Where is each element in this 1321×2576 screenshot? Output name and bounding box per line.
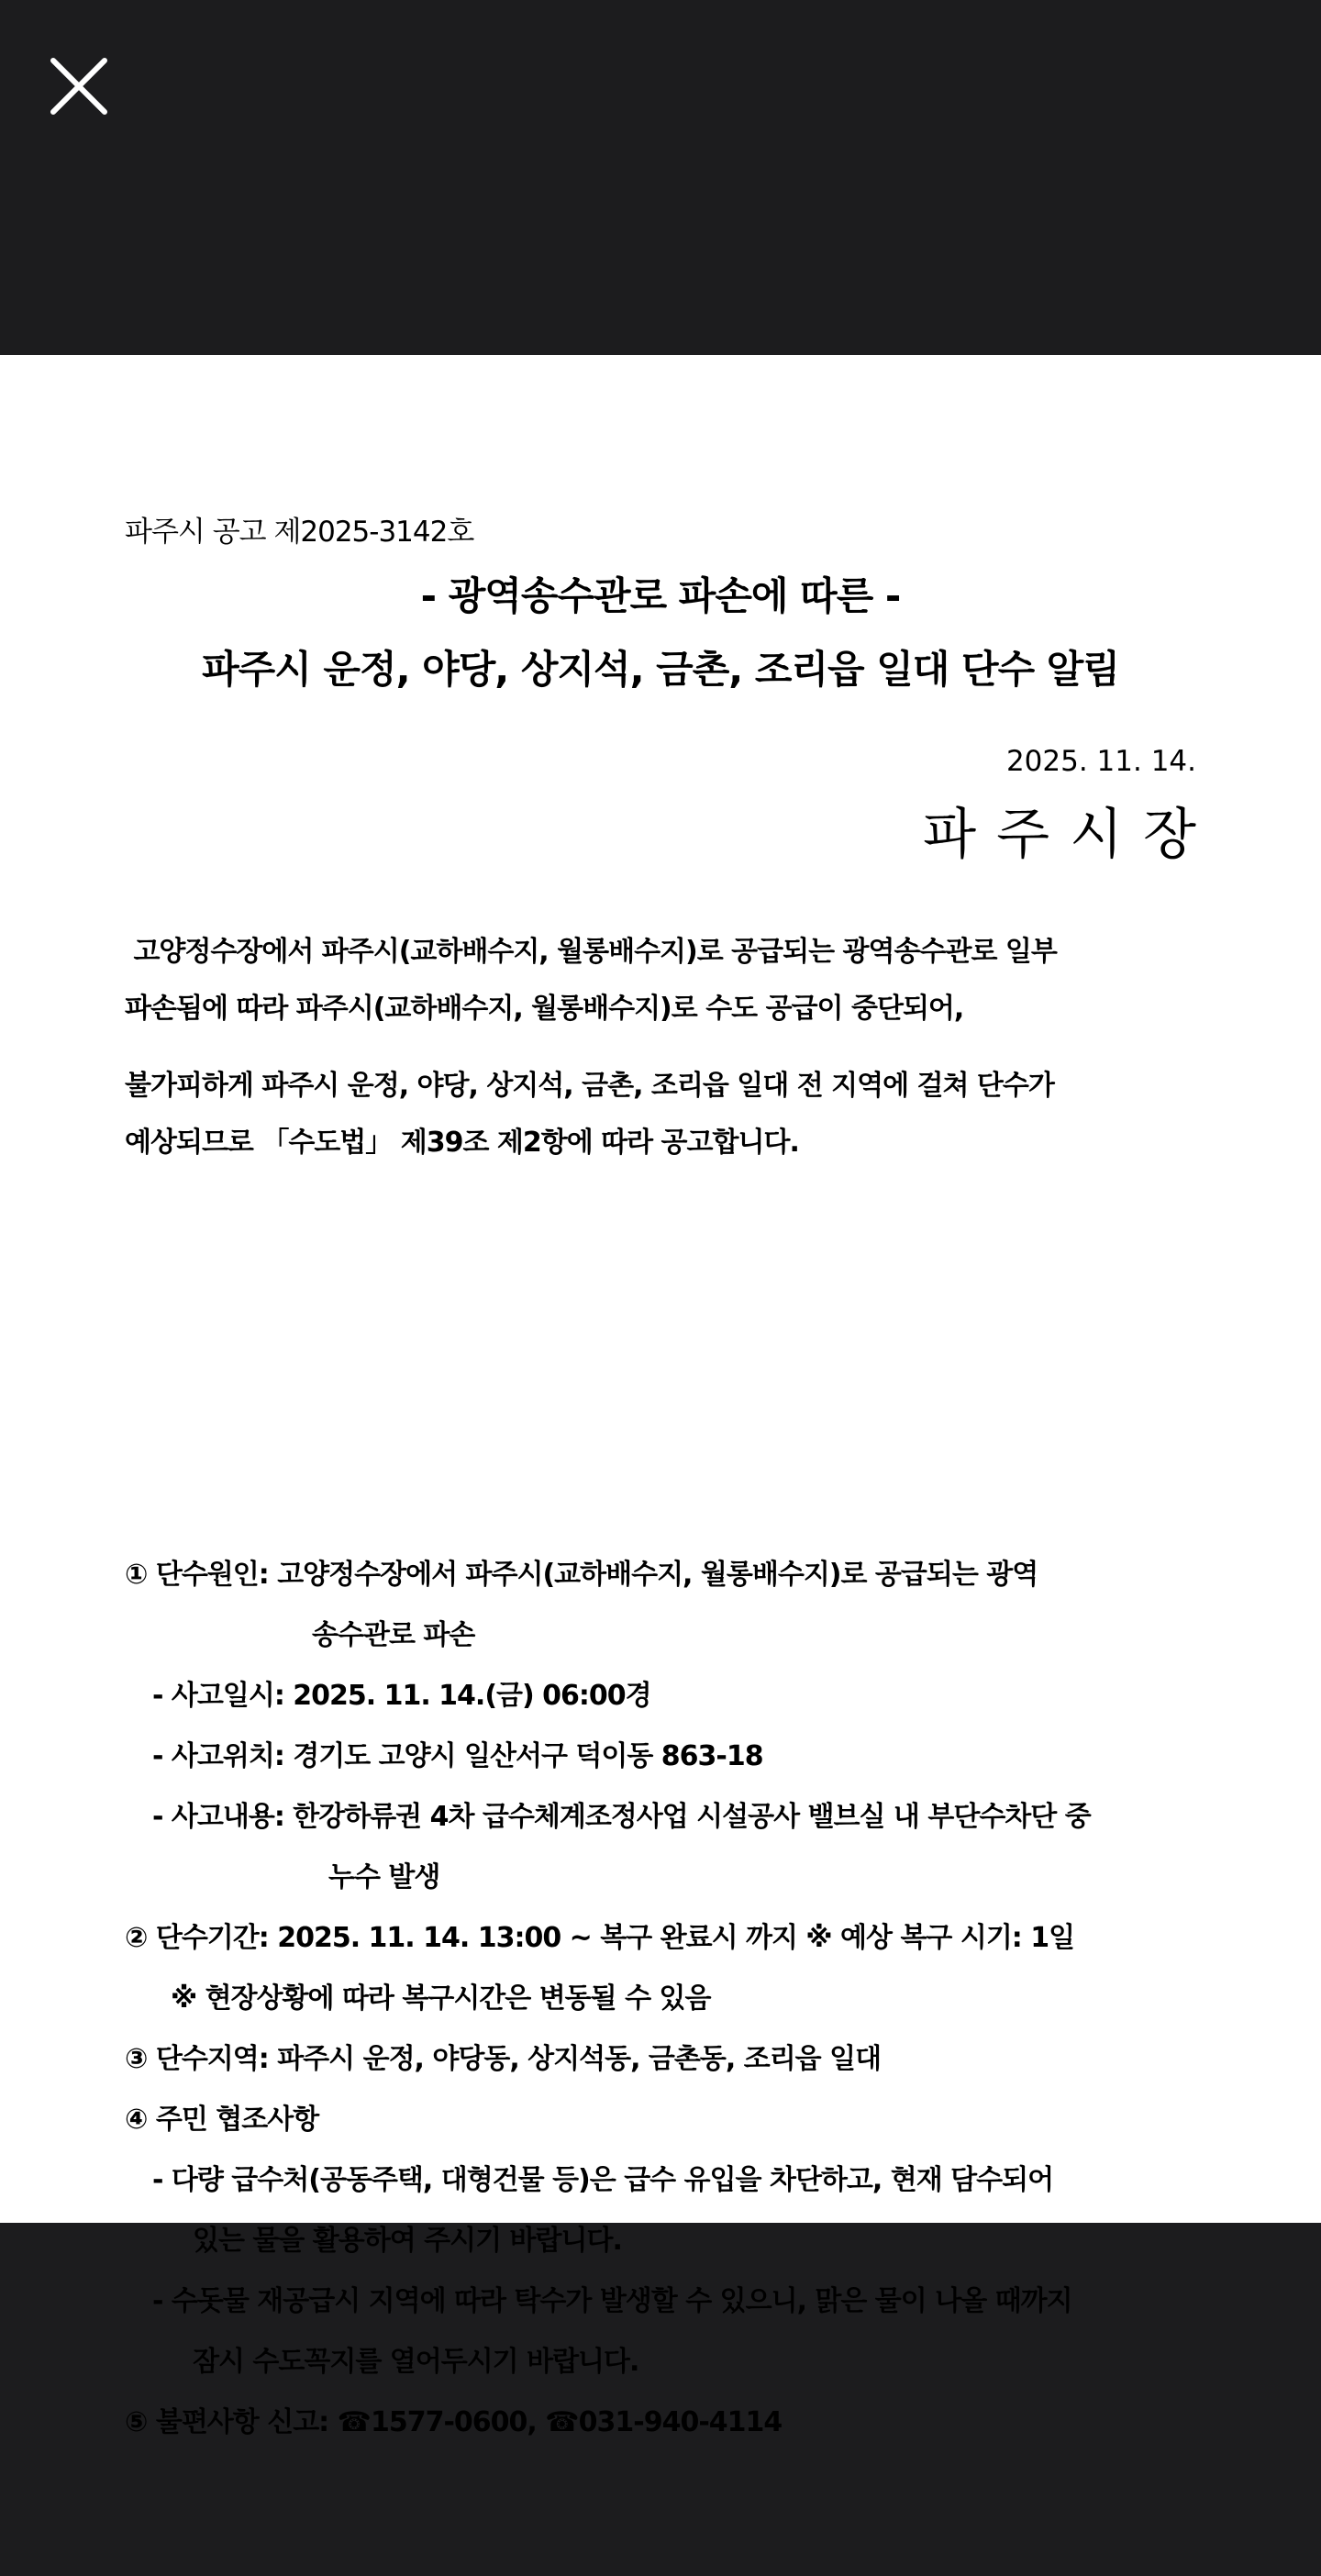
intro-paragraph-1 [125, 924, 1196, 1038]
item-cooperation-sub2-line1: - 수돗물 재공급시 지역에 따라 탁수가 발생할 수 있으니, 맑은 물이 나올 때까지 [152, 2285, 1072, 2317]
item-accident-location: - 사고위치: 경기도 고양시 일산서구 덕이동 863-18 [152, 1740, 763, 1772]
item-cooperation-sub2-line2: 잠시 수도꼭지를 열어두시기 바랍니다. [193, 2346, 639, 2378]
intro-paragraph-2 [125, 1058, 1196, 1171]
notice-number: 파주시 공고 제2025-3142호 [125, 516, 474, 549]
item-accident-time: - 사고일시: 2025. 11. 14.(금) 06:00경 [152, 1680, 651, 1712]
notice-date: 2025. 11. 14. [1005, 745, 1196, 778]
notice-title-line1: - 광역송수관로 파손에 따른 - [420, 573, 901, 618]
notice-signer: 파주시장 [923, 803, 1216, 867]
intro-paragraph-2-line2: 예상되므로 「수도법」 제39조 제2항에 따라 공고합니다. [125, 1127, 799, 1159]
item-cooperation: ④ 주민 협조사항 [125, 2104, 319, 2136]
notice-title-line2: 파주시 운정, 야당, 상지석, 금촌, 조리읍 일대 단수 알림 [202, 647, 1119, 692]
item-accident-content-line2: 누수 발생 [328, 1861, 440, 1893]
item-accident-content-line1: - 사고내용: 한강하류권 4차 급수체계조정사업 시설공사 밸브실 내 부단수차단 중 [152, 1801, 1091, 1833]
item-cooperation-sub1-line2: 있는 물을 활용하여 주시기 바랍니다. [193, 2225, 622, 2257]
item-report: ⑤ 불편사항 신고: ☎1577-0600, ☎031-940-4114 [125, 2406, 783, 2438]
item-period-line2: ※ 현장상황에 따라 복구시간은 변동될 수 있음 [171, 1982, 711, 2015]
item-period-line1: ② 단수기간: 2025. 11. 14. 13:00 ~ 복구 완료시 까지 ※ 예상 복구 시기: 1일 [125, 1922, 1075, 1954]
item-cause-line1: ① 단수원인: 고양정수장에서 파주시(교하배수지, 월롱배수지)로 공급되는 광역 [125, 1559, 1038, 1591]
notice-image [0, 355, 1321, 2438]
close-button[interactable] [46, 53, 112, 119]
item-cause-line2: 송수관로 파손 [312, 1619, 475, 1651]
item-cooperation-sub1-line1: - 다량 급수처(공동주택, 대형건물 등)은 급수 유입을 차단하고, 현재 담수되어 [152, 2164, 1054, 2196]
close-icon[interactable] [46, 53, 112, 119]
intro-paragraph-1-line2: 파손됨에 따라 파주시(교하배수지, 월롱배수지)로 수도 공급이 중단되어, [125, 993, 964, 1025]
intro-paragraph-2-line1: 불가피하게 파주시 운정, 야당, 상지석, 금촌, 조리읍 일대 전 지역에 걸쳐 단수가 [125, 1070, 1054, 1102]
intro-paragraph-1-line1: 고양정수장에서 파주시(교하배수지, 월롱배수지)로 공급되는 광역송수관로 일부 [125, 936, 1057, 968]
item-area: ③ 단수지역: 파주시 운정, 야당동, 상지석동, 금촌동, 조리읍 일대 [125, 2043, 882, 2075]
